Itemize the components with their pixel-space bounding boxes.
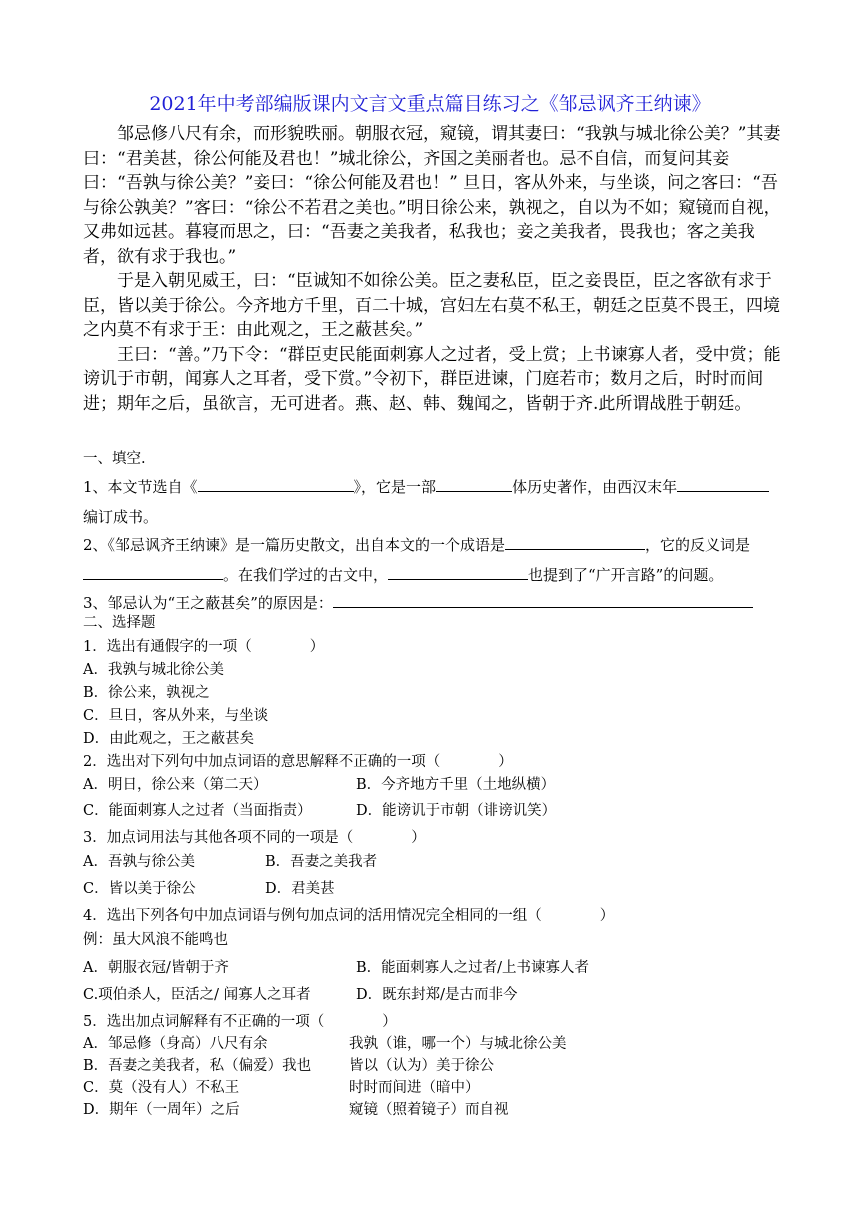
- mc-q3-option-c[interactable]: C．皆以美于徐公: [83, 881, 196, 897]
- q1-text-d: 编订成书。: [83, 508, 159, 526]
- mc-question-1-stem: 1．选出有通假字的一项（ ）: [83, 639, 325, 655]
- q3-text-a: 3、邹忌认为“王之蔽甚矣”的原因是：: [83, 594, 333, 612]
- fill-question-2: [83, 530, 781, 590]
- q1-text-a: 1、本文节选自《: [83, 478, 198, 496]
- fill-question-1: [83, 472, 781, 532]
- mc-q5-option-d-part2: 窥镜（照着镜子）而自视: [349, 1102, 509, 1118]
- mc-q5-option-c-part1[interactable]: C．莫（没有人）不私王: [83, 1080, 240, 1096]
- q2-blank-idiom[interactable]: [505, 533, 645, 550]
- q3-blank-reason[interactable]: [333, 591, 753, 608]
- classical-text: [83, 122, 781, 416]
- section-2-heading: 二、选择题: [83, 615, 156, 631]
- article-paragraph-3: 王曰：“善。”乃下令：“群臣吏民能面刺寡人之过者，受上赏；上书谏寡人者，受中赏；能谤讥于市朝，闻寡人之耳者，受下赏。”令初下，群臣进谏，门庭若市；数月之后，时时而间进；期年之后，虽欲言，无可进者。燕、赵、韩、魏闻之，皆朝于齐.此所谓战胜于朝廷。: [83, 344, 781, 414]
- mc-q4-option-c[interactable]: C.项伯杀人，臣活之/ 闻寡人之耳者: [83, 987, 311, 1003]
- mc-q1-option-a[interactable]: A．我孰与城北徐公美: [83, 662, 224, 678]
- q2-blank-antonym[interactable]: [83, 563, 223, 580]
- mc-q5-option-b-part1[interactable]: B．吾妻之美我者，私（偏爱）我也: [83, 1058, 312, 1074]
- q1-text-c: 体历史著作，由西汉末年: [512, 478, 678, 496]
- q2-text-a: 2、《邹忌讽齐王纳谏》是一篇历史散文，出自本文的一个成语是: [83, 536, 506, 554]
- mc-q5-option-b-part2: 皆以（认为）美于徐公: [349, 1058, 494, 1074]
- mc-q5-option-c-part2: 时时而间进（暗中）: [349, 1080, 480, 1096]
- mc-q1-option-c[interactable]: C．旦日，客从外来，与坐谈: [83, 708, 269, 724]
- fill-question-3: [83, 588, 781, 618]
- mc-q2-option-a[interactable]: A．明日，徐公来（第二天）: [83, 777, 268, 793]
- q2-text-d: 也提到了“广开言路”的问题。: [528, 566, 724, 584]
- q2-text-c: 。在我们学过的古文中，: [223, 566, 389, 584]
- mc-q3-option-b[interactable]: B．吾妻之美我者: [265, 854, 378, 870]
- mc-q5-option-d-part1[interactable]: D．期年（一周年）之后: [83, 1102, 240, 1118]
- q1-blank-source[interactable]: [198, 475, 354, 492]
- mc-q5-option-a-part1[interactable]: A．邹忌修（身高）八尺有余: [83, 1036, 268, 1052]
- mc-q4-option-d[interactable]: D．既东封郑/是古而非今: [356, 987, 518, 1003]
- article-paragraph-1: 邹忌修八尺有余，而形貌昳丽。朝服衣冠，窥镜，谓其妻曰：“我孰与城北徐公美？”其妻曰：“君美甚，徐公何能及君也！”城北徐公，齐国之美丽者也。忌不自信，而复问其妾曰：“吾孰与徐公美？”妾曰：“徐公何能及君也！” 旦日，客从外来，与坐谈，问之客曰：“吾与徐公孰美？”客曰：“徐公不若君之美也。”明日徐公来，孰视之，自以为不如；窥镜而自视，又弗如远甚。暮寝而思之，曰：“吾妻之美我者，私我也；妾之美我者，畏我也；客之美我者，欲有求于我也。”: [83, 124, 781, 267]
- document-title: 2021年中考部编版课内文言文重点篇目练习之《邹忌讽齐王纳谏》: [149, 93, 711, 115]
- q1-blank-style[interactable]: [436, 475, 512, 492]
- q2-text-b: ，它的反义词是: [645, 536, 751, 554]
- q1-text-b: 》，它是一部: [353, 478, 437, 496]
- mc-q2-option-c[interactable]: C．能面刺寡人之过者（当面指责）: [83, 803, 312, 819]
- q2-blank-text[interactable]: [388, 563, 528, 580]
- mc-q3-option-d[interactable]: D．君美甚: [265, 881, 335, 897]
- article-paragraph-2: 于是入朝见威王，曰：“臣诚知不如徐公美。臣之妻私臣，臣之妾畏臣，臣之客欲有求于臣，皆以美于徐公。今齐地方千里，百二十城，宫妇左右莫不私王，朝廷之臣莫不畏王，四境之内莫不有求于王：由此观之，王之蔽甚矣。”: [83, 271, 780, 340]
- mc-q1-option-d[interactable]: D．由此观之，王之蔽甚矣: [83, 731, 255, 747]
- mc-question-5-stem: 5．选出加点词解释有不正确的一项（ ）: [83, 1014, 397, 1030]
- mc-q2-option-d[interactable]: D．能谤讥于市朝（诽谤讥笑）: [356, 803, 557, 819]
- mc-question-2-stem: 2．选出对下列句中加点词语的意思解释不正确的一项（ ）: [83, 754, 513, 770]
- mc-q3-option-a[interactable]: A．吾孰与徐公美: [83, 854, 195, 870]
- mc-q2-option-b[interactable]: B．今齐地方千里（土地纵横）: [356, 777, 556, 793]
- mc-q1-option-b[interactable]: B．徐公来，孰视之: [83, 685, 210, 701]
- mc-q5-option-a-part2: 我孰（谁，哪一个）与城北徐公美: [349, 1036, 567, 1052]
- mc-question-4-stem: 4．选出下列各句中加点词语与例句加点词的活用情况完全相同的一组（ ）: [83, 908, 615, 924]
- section-1-heading: 一、填空.: [83, 451, 146, 467]
- q1-blank-editor[interactable]: [677, 475, 769, 492]
- mc-q4-option-b[interactable]: B．能面刺寡人之过者/上书谏寡人者: [356, 960, 590, 976]
- mc-q4-option-a[interactable]: A．朝服衣冠/皆朝于齐: [83, 960, 229, 976]
- mc-question-3-stem: 3．加点词用法与其他各项不同的一项是（ ）: [83, 830, 426, 846]
- mc-q4-example: 例：虽大风浪不能鸣也: [83, 932, 228, 948]
